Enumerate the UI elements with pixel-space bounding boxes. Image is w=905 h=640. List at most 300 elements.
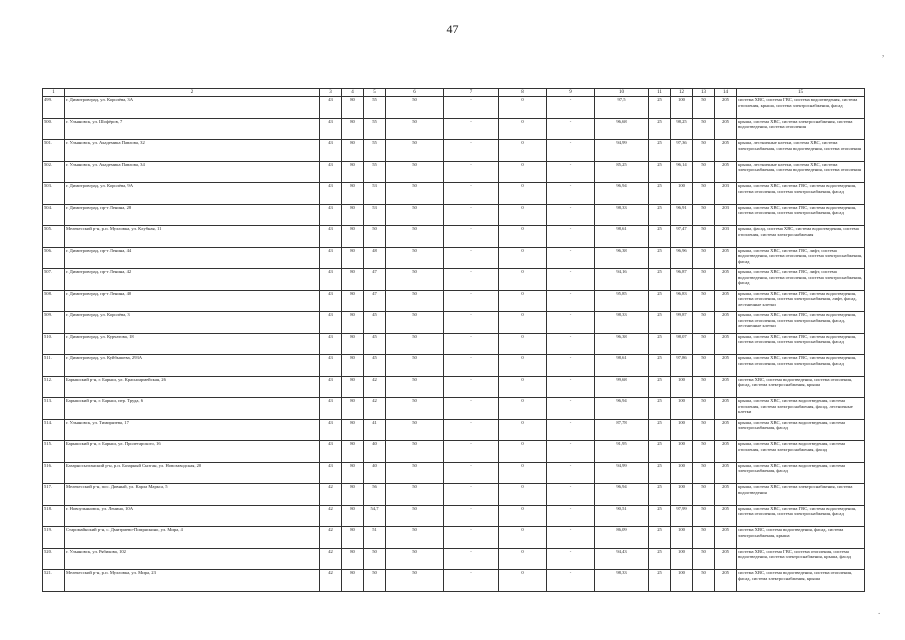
col9-cell: - (547, 548, 595, 570)
col5-cell: 50 (364, 570, 386, 592)
col10-cell: 94,99 (595, 140, 649, 162)
col14-cell: 203 (715, 183, 737, 205)
col7-cell: - (444, 398, 499, 420)
row-number-cell: 506. (43, 247, 65, 269)
col13-cell: 50 (693, 570, 715, 592)
col6-cell: 50 (386, 161, 444, 183)
row-number-cell: 507. (43, 269, 65, 291)
col14-cell: 205 (715, 118, 737, 140)
col11-cell: 25 (649, 247, 671, 269)
col6-cell: 50 (386, 505, 444, 527)
col8-cell: 0 (499, 505, 547, 527)
col9-cell: - (547, 290, 595, 312)
column-number-cell: 8 (499, 89, 547, 97)
col6-cell: 50 (386, 570, 444, 592)
col12-cell: 100 (671, 570, 693, 592)
col14-cell: 205 (715, 312, 737, 334)
col7-cell: - (444, 226, 499, 248)
address-cell: г. Димитровград, ул. Королёва, 3 (65, 312, 320, 334)
works-list-cell: система ХВС, система ГВС, система водоотведения, система отопления, крыша, система электроснабжения, фасад (737, 97, 865, 119)
address-cell: Мелекесский р-н, р.п. Мулловка, ул. Мира, 23 (65, 570, 320, 592)
col14-cell: 205 (715, 505, 737, 527)
col12-cell: 97,47 (671, 226, 693, 248)
address-cell: г. Димитровград, пр-т Ленина, 44 (65, 247, 320, 269)
works-list-cell: крыша, система ХВС, система водоотведения, система электроснабжения, фасад (737, 462, 865, 484)
table-row (43, 269, 865, 291)
col11-cell: 25 (649, 570, 671, 592)
col12-cell: 100 (671, 376, 693, 398)
col5-cell: 41 (364, 419, 386, 441)
address-cell: г. Димитровград, ул. Курчатова, 18 (65, 333, 320, 355)
table-row (43, 118, 865, 140)
col5-cell: 51 (364, 527, 386, 549)
column-number-cell: 2 (65, 89, 320, 97)
works-list-cell: крыша, система ХВС, система водоотведения, система отопления, система электроснабжения, фасад (737, 441, 865, 463)
col7-cell: - (444, 269, 499, 291)
table-row (43, 333, 865, 355)
col3-cell: 42 (320, 570, 342, 592)
col8-cell: 0 (499, 527, 547, 549)
col6-cell: 50 (386, 269, 444, 291)
col10-cell: 98,61 (595, 355, 649, 377)
col9-cell: - (547, 505, 595, 527)
col10-cell: 87,78 (595, 419, 649, 441)
col4-cell: 80 (342, 247, 364, 269)
col10-cell: 96,94 (595, 183, 649, 205)
col10-cell: 94,16 (595, 269, 649, 291)
col12-cell: 100 (671, 419, 693, 441)
col9-cell: - (547, 140, 595, 162)
address-cell: г. Новоульяновск, ул. Ленина, 10А (65, 505, 320, 527)
address-cell: г. Димитровград, пр-т Ленина, 40 (65, 290, 320, 312)
col11-cell: 25 (649, 97, 671, 119)
address-cell: Мелекесский р-н, пос. Дивный, ул. Карла Маркса, 5 (65, 484, 320, 506)
col5-cell: 42 (364, 398, 386, 420)
col5-cell: 45 (364, 312, 386, 334)
page-number: 47 (446, 22, 459, 36)
col12-cell: 99,87 (671, 312, 693, 334)
column-number-cell: 15 (737, 89, 865, 97)
col14-cell: 205 (715, 97, 737, 119)
works-list-cell: крыша, лестничные клетки, система ХВС, система электроснабжения, система водоотведения, система отопления (737, 161, 865, 183)
col10-cell: 97,5 (595, 97, 649, 119)
col13-cell: 50 (693, 161, 715, 183)
col5-cell: 55 (364, 140, 386, 162)
row-number-cell: 517. (43, 484, 65, 506)
column-number-row (43, 89, 865, 97)
table-body (43, 89, 865, 592)
col3-cell: 43 (320, 398, 342, 420)
col12-cell: 100 (671, 183, 693, 205)
col8-cell: 0 (499, 118, 547, 140)
row-number-cell: 500. (43, 118, 65, 140)
col11-cell: 25 (649, 204, 671, 226)
col11-cell: 25 (649, 183, 671, 205)
col13-cell: 50 (693, 118, 715, 140)
col4-cell: 80 (342, 97, 364, 119)
col5-cell: 40 (364, 441, 386, 463)
col4-cell: 80 (342, 570, 364, 592)
row-number-cell: 503. (43, 183, 65, 205)
address-cell: г. Ульяновск, ул. Шофёров, 7 (65, 118, 320, 140)
col5-cell: 47 (364, 269, 386, 291)
works-list-cell: крыша, система ХВС, система водоотведения, система отопления, система электроснабжения, фасад, лестничные клетки (737, 398, 865, 420)
margin-mark: . (878, 606, 881, 616)
col5-cell: 50 (364, 226, 386, 248)
table-row (43, 484, 865, 506)
col9-cell: - (547, 204, 595, 226)
works-list-cell: система ХВС, система водоотведения, система отопления, фасад, система электроснабжения, крыша (737, 570, 865, 592)
col13-cell: 50 (693, 505, 715, 527)
col5-cell: 54,7 (364, 505, 386, 527)
col13-cell: 50 (693, 226, 715, 248)
table-row (43, 505, 865, 527)
col6-cell: 50 (386, 484, 444, 506)
address-cell: г. Димитровград, пр-т Ленина, 28 (65, 204, 320, 226)
col8-cell: 0 (499, 161, 547, 183)
row-number-cell: 515. (43, 441, 65, 463)
table-row (43, 204, 865, 226)
col6-cell: 50 (386, 140, 444, 162)
works-list-cell: крыша, система ХВС, система ГВС, лифт, система водоотведения, система отопления, система электроснабжения, фасад (737, 247, 865, 269)
col10-cell: 96,68 (595, 118, 649, 140)
col5-cell: 55 (364, 161, 386, 183)
col8-cell: 0 (499, 484, 547, 506)
col13-cell: 50 (693, 333, 715, 355)
col14-cell: 205 (715, 462, 737, 484)
col13-cell: 50 (693, 355, 715, 377)
table-row (43, 441, 865, 463)
col10-cell: 96,94 (595, 484, 649, 506)
table-row (43, 290, 865, 312)
column-number-cell: 9 (547, 89, 595, 97)
col10-cell: 98,61 (595, 226, 649, 248)
col11-cell: 25 (649, 484, 671, 506)
col4-cell: 80 (342, 290, 364, 312)
col4-cell: 80 (342, 376, 364, 398)
col11-cell: 25 (649, 462, 671, 484)
col3-cell: 43 (320, 419, 342, 441)
col4-cell: 80 (342, 312, 364, 334)
column-number-cell: 14 (715, 89, 737, 97)
col12-cell: 96,91 (671, 204, 693, 226)
col4-cell: 80 (342, 226, 364, 248)
col7-cell: - (444, 376, 499, 398)
col10-cell: 98,33 (595, 570, 649, 592)
col7-cell: - (444, 161, 499, 183)
col13-cell: 50 (693, 269, 715, 291)
works-list-cell: крыша, система ХВС, система ГВС, система водоотведения, система отопления, система электроснабжения, лифт, фасад, лестничные клетки (737, 290, 865, 312)
col12-cell: 100 (671, 548, 693, 570)
col8-cell: 0 (499, 312, 547, 334)
col3-cell: 43 (320, 97, 342, 119)
works-list-cell: крыша, система ХВС, система водоотведения, система электроснабжения, фасад (737, 419, 865, 441)
col5-cell: 42 (364, 376, 386, 398)
col14-cell: 205 (715, 548, 737, 570)
col6-cell: 50 (386, 419, 444, 441)
col7-cell: - (444, 312, 499, 334)
col11-cell: 25 (649, 355, 671, 377)
col6-cell: 50 (386, 376, 444, 398)
column-number-cell: 12 (671, 89, 693, 97)
address-cell: г. Димитровград, пр-т Ленина, 42 (65, 269, 320, 291)
col4-cell: 80 (342, 183, 364, 205)
col5-cell: 53 (364, 204, 386, 226)
col12-cell: 97,86 (671, 355, 693, 377)
col13-cell: 50 (693, 527, 715, 549)
col8-cell: 0 (499, 183, 547, 205)
col9-cell: - (547, 269, 595, 291)
col6-cell: 50 (386, 355, 444, 377)
row-number-cell: 499. (43, 97, 65, 119)
col4-cell: 80 (342, 527, 364, 549)
col4-cell: 80 (342, 462, 364, 484)
col8-cell: 0 (499, 97, 547, 119)
address-cell: г. Димитровград, ул. Королёва, 9А (65, 183, 320, 205)
col9-cell: - (547, 376, 595, 398)
col8-cell: 0 (499, 441, 547, 463)
col3-cell: 42 (320, 527, 342, 549)
col3-cell: 43 (320, 269, 342, 291)
col7-cell: - (444, 97, 499, 119)
table-row (43, 398, 865, 420)
col10-cell: 86,09 (595, 527, 649, 549)
col11-cell: 25 (649, 118, 671, 140)
col5-cell: 55 (364, 97, 386, 119)
col6-cell: 50 (386, 548, 444, 570)
col5-cell: 55 (364, 118, 386, 140)
column-number-cell: 1 (43, 89, 65, 97)
col11-cell: 25 (649, 527, 671, 549)
col11-cell: 25 (649, 140, 671, 162)
col10-cell: 85,25 (595, 161, 649, 183)
col6-cell: 50 (386, 462, 444, 484)
col11-cell: 25 (649, 290, 671, 312)
col9-cell: - (547, 161, 595, 183)
col9-cell: - (547, 183, 595, 205)
col6-cell: 50 (386, 312, 444, 334)
col14-cell: 205 (715, 398, 737, 420)
col12-cell: 96,14 (671, 161, 693, 183)
table-row (43, 376, 865, 398)
col3-cell: 43 (320, 226, 342, 248)
col9-cell: - (547, 333, 595, 355)
col12-cell: 97,99 (671, 505, 693, 527)
col14-cell: 205 (715, 140, 737, 162)
col4-cell: 80 (342, 355, 364, 377)
col10-cell: 91,95 (595, 441, 649, 463)
col13-cell: 50 (693, 398, 715, 420)
data-table (42, 88, 865, 592)
address-cell: Барышский р-н, г. Барыш, ул. Пролетарского, 16 (65, 441, 320, 463)
col7-cell: - (444, 570, 499, 592)
col14-cell: 205 (715, 376, 737, 398)
col8-cell: 0 (499, 548, 547, 570)
col12-cell: 98,07 (671, 333, 693, 355)
col13-cell: 50 (693, 376, 715, 398)
works-list-cell: крыша, система ХВС, система ГВС, система водоотведения, система отопления, система электроснабжения, фасад (737, 333, 865, 355)
col9-cell: - (547, 419, 595, 441)
col7-cell: - (444, 419, 499, 441)
col13-cell: 50 (693, 441, 715, 463)
col13-cell: 50 (693, 183, 715, 205)
column-number-cell: 3 (320, 89, 342, 97)
col12-cell: 96,87 (671, 269, 693, 291)
col8-cell: 0 (499, 570, 547, 592)
col6-cell: 50 (386, 183, 444, 205)
row-number-cell: 518. (43, 505, 65, 527)
col5-cell: 47 (364, 290, 386, 312)
col11-cell: 25 (649, 419, 671, 441)
col13-cell: 50 (693, 419, 715, 441)
col9-cell: - (547, 462, 595, 484)
col9-cell: - (547, 355, 595, 377)
col9-cell: - (547, 97, 595, 119)
address-cell: Барышский р-н, г. Барыш, пер. Труда, 6 (65, 398, 320, 420)
col11-cell: 25 (649, 269, 671, 291)
works-list-cell: система ХВС, система водоотведения, фасад, система электроснабжения, крыша (737, 527, 865, 549)
col11-cell: 25 (649, 398, 671, 420)
works-list-cell: крыша, система ХВС, система электроснабжения, система водоотведения, система отопления (737, 118, 865, 140)
col7-cell: - (444, 183, 499, 205)
table-row (43, 226, 865, 248)
col11-cell: 25 (649, 161, 671, 183)
column-number-cell: 7 (444, 89, 499, 97)
col8-cell: 0 (499, 355, 547, 377)
col3-cell: 43 (320, 161, 342, 183)
col12-cell: 96,96 (671, 247, 693, 269)
col8-cell: 0 (499, 269, 547, 291)
table-row (43, 527, 865, 549)
col3-cell: 42 (320, 548, 342, 570)
col12-cell: 100 (671, 462, 693, 484)
col8-cell: 0 (499, 462, 547, 484)
col6-cell: 50 (386, 398, 444, 420)
col10-cell: 90,51 (595, 505, 649, 527)
column-number-cell: 11 (649, 89, 671, 97)
col14-cell: 205 (715, 269, 737, 291)
address-cell: Барышский р-н, г. Барыш, ул. Красноармейская, 26 (65, 376, 320, 398)
col8-cell: 0 (499, 204, 547, 226)
row-number-cell: 512. (43, 376, 65, 398)
col11-cell: 25 (649, 505, 671, 527)
works-list-cell: крыша, система ХВС, система ГВС, система водоотведения, система отопления, система электроснабжения, фасад (737, 505, 865, 527)
col12-cell: 100 (671, 484, 693, 506)
col8-cell: 0 (499, 376, 547, 398)
col3-cell: 43 (320, 462, 342, 484)
address-cell: г. Ульяновск, ул. Рябикова, 102 (65, 548, 320, 570)
col3-cell: 43 (320, 118, 342, 140)
row-number-cell: 521. (43, 570, 65, 592)
col13-cell: 50 (693, 204, 715, 226)
col12-cell: 100 (671, 97, 693, 119)
works-list-cell: крыша, система ХВС, система ГВС, система водоотведения, система отопления, система электроснабжения, фасад (737, 355, 865, 377)
col10-cell: 96,38 (595, 333, 649, 355)
col3-cell: 43 (320, 376, 342, 398)
row-number-cell: 505. (43, 226, 65, 248)
works-list-cell: крыша, система ХВС, система ГВС, система водоотведения, система отопления, система электроснабжения, фасад (737, 183, 865, 205)
col13-cell: 50 (693, 462, 715, 484)
col14-cell: 205 (715, 527, 737, 549)
col5-cell: 45 (364, 355, 386, 377)
col8-cell: 0 (499, 290, 547, 312)
col14-cell: 205 (715, 290, 737, 312)
col7-cell: - (444, 441, 499, 463)
col12-cell: 97,36 (671, 140, 693, 162)
col6-cell: 50 (386, 333, 444, 355)
col3-cell: 43 (320, 355, 342, 377)
col4-cell: 80 (342, 398, 364, 420)
col6-cell: 50 (386, 226, 444, 248)
row-number-cell: 519. (43, 527, 65, 549)
data-table-container (42, 88, 864, 592)
row-number-cell: 504. (43, 204, 65, 226)
table-row (43, 140, 865, 162)
col13-cell: 50 (693, 290, 715, 312)
col13-cell: 50 (693, 484, 715, 506)
row-number-cell: 511. (43, 355, 65, 377)
col3-cell: 42 (320, 505, 342, 527)
col11-cell: 25 (649, 376, 671, 398)
col10-cell: 96,94 (595, 398, 649, 420)
col7-cell: - (444, 505, 499, 527)
row-number-cell: 508. (43, 290, 65, 312)
col3-cell: 42 (320, 484, 342, 506)
col10-cell: 94,43 (595, 548, 649, 570)
table-row (43, 161, 865, 183)
row-number-cell: 516. (43, 462, 65, 484)
col7-cell: - (444, 204, 499, 226)
col13-cell: 50 (693, 312, 715, 334)
table-row (43, 312, 865, 334)
works-list-cell: крыша, фасад, система ХВС, система водоотведения, система отопления, система электроснабжения (737, 226, 865, 248)
row-number-cell: 520. (43, 548, 65, 570)
column-number-cell: 13 (693, 89, 715, 97)
col6-cell: 50 (386, 118, 444, 140)
col5-cell: 53 (364, 183, 386, 205)
col5-cell: 40 (364, 462, 386, 484)
table-row (43, 247, 865, 269)
works-list-cell: крыша, система ХВС, система ГВС, система водоотведения, система отопления, система электроснабжения, фасад (737, 204, 865, 226)
col12-cell: 100 (671, 441, 693, 463)
col4-cell: 80 (342, 140, 364, 162)
col6-cell: 50 (386, 290, 444, 312)
col6-cell: 50 (386, 97, 444, 119)
address-cell: г. Димитровград, ул. Куйбышева, 293А (65, 355, 320, 377)
col11-cell: 25 (649, 312, 671, 334)
col4-cell: 80 (342, 333, 364, 355)
table-row (43, 570, 865, 592)
col14-cell: 203 (715, 226, 737, 248)
col3-cell: 43 (320, 247, 342, 269)
col9-cell: - (547, 527, 595, 549)
col9-cell: - (547, 441, 595, 463)
col6-cell: 50 (386, 527, 444, 549)
column-number-cell: 10 (595, 89, 649, 97)
col8-cell: 0 (499, 247, 547, 269)
col4-cell: 80 (342, 161, 364, 183)
col10-cell: 94,99 (595, 462, 649, 484)
col3-cell: 43 (320, 441, 342, 463)
col14-cell: 205 (715, 419, 737, 441)
column-number-cell: 6 (386, 89, 444, 97)
row-number-cell: 510. (43, 333, 65, 355)
margin-mark: , (882, 48, 885, 58)
col10-cell: 96,38 (595, 247, 649, 269)
col3-cell: 43 (320, 183, 342, 205)
works-list-cell: крыша, система ХВС, система электроснабжения, система водоотведения (737, 484, 865, 506)
col4-cell: 80 (342, 484, 364, 506)
